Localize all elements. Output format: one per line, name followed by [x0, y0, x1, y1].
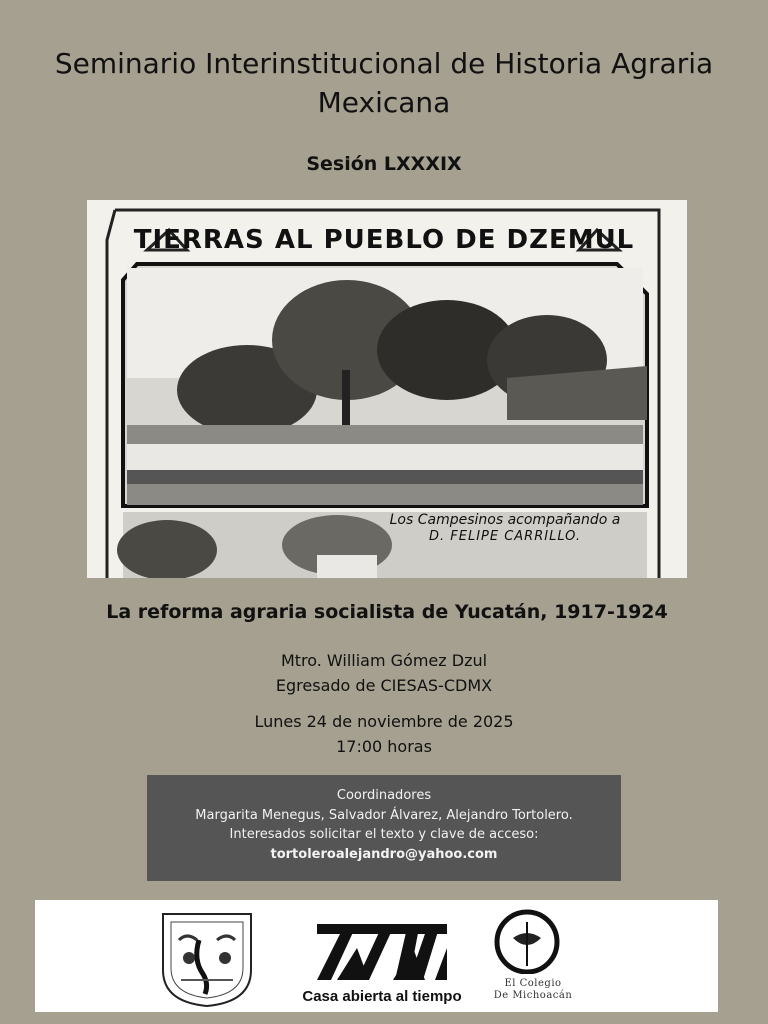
uam-logo [297, 908, 467, 1008]
colmich-name [483, 978, 583, 1002]
event-datetime [0, 709, 768, 759]
speaker-block [0, 648, 768, 698]
speaker-affiliation: Egresado de CIESAS-CDMX [275, 676, 493, 695]
talk-title: La reforma agraria socialista de Yucatán, 1917-1924 [106, 601, 668, 623]
colmich-logo [483, 908, 583, 1008]
seminar-title-line2: Mexicana [317, 86, 451, 119]
coordinators-names: Margarita Menegus, Salvador Álvarez, Alejandro Tortolero. [195, 807, 573, 823]
photo-banner-text: TIERRAS AL PUEBLO DE DZEMUL [133, 225, 635, 255]
colmich-name-line1: El Colegio [504, 978, 562, 989]
photo-caption-line2: D. FELIPE CARRILLO. [428, 529, 582, 544]
logos-bar [35, 900, 718, 1012]
coordinators-heading: Coordinadores [336, 788, 432, 803]
unam-logo [159, 910, 255, 1008]
contact-email[interactable]: tortoleroalejandro@yahoo.com [270, 846, 498, 862]
uam-tagline: Casa abierta al tiempo [302, 988, 462, 1005]
session-number: Sesión LXXXIX [306, 153, 462, 175]
event-date: Lunes 24 de noviembre de 2025 [254, 712, 514, 731]
event-time: 17:00 horas [336, 737, 432, 756]
speaker-name: Mtro. William Gómez Dzul [280, 651, 488, 670]
coordinators-note: Interesados solicitar el texto y clave de acceso: [229, 827, 539, 842]
historic-photo [87, 200, 687, 578]
seminar-title [40, 44, 728, 122]
colmich-name-line2: De Michoacán [493, 990, 573, 1001]
seminar-title-line1: Seminario Interinstitucional de Historia Agraria [54, 47, 714, 80]
coordinators-box [147, 775, 621, 881]
photo-caption-line1: Los Campesinos acompañando a [389, 512, 621, 528]
